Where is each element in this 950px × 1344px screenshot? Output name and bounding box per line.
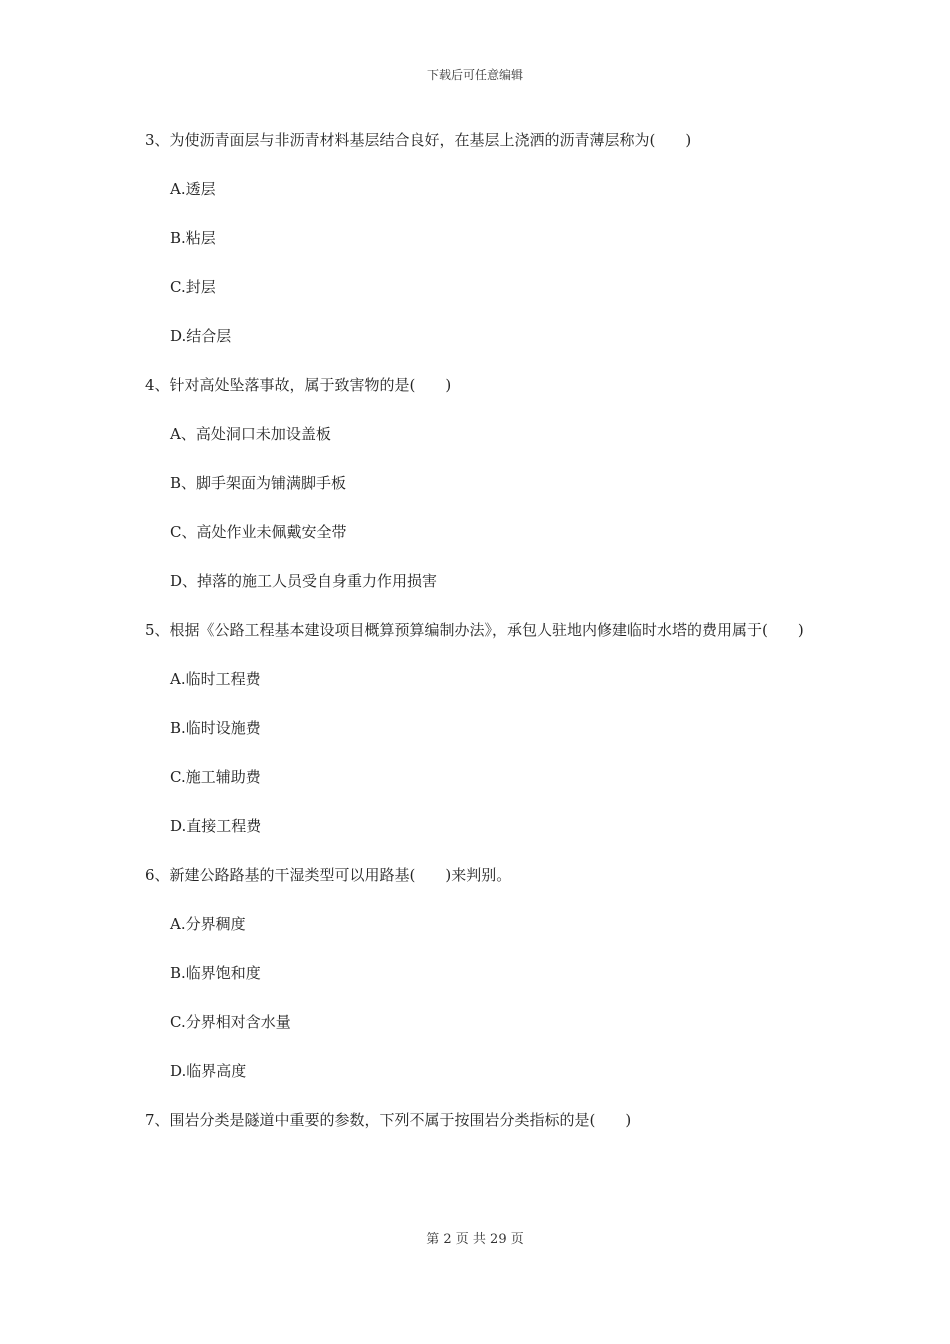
option-b: B.临界饱和度 <box>170 964 261 982</box>
option-d: D.临界高度 <box>170 1062 247 1080</box>
option-b: B、脚手架面为铺满脚手板 <box>170 474 347 492</box>
option-c: C.封层 <box>170 278 216 296</box>
document-body <box>145 122 825 1139</box>
option-b: B.临时设施费 <box>170 719 261 737</box>
question-5: 5、根据《公路工程基本建设项目概算预算编制办法》，承包人驻地内修建临时水塔的费用属于( ) <box>145 621 804 639</box>
question-6: 6、新建公路路基的干湿类型可以用路基( )来判别。 <box>145 866 512 884</box>
option-d: D、掉落的施工人员受自身重力作用损害 <box>170 572 438 590</box>
option-a: A.分界稠度 <box>170 915 246 933</box>
option-c: C、高处作业未佩戴安全带 <box>170 523 347 541</box>
option-a: A.临时工程费 <box>170 670 261 688</box>
option-a: A.透层 <box>170 180 216 198</box>
question-6-options <box>145 906 825 1090</box>
question-3-options <box>145 171 825 355</box>
option-c: C.施工辅助费 <box>170 768 261 786</box>
question-4-options <box>145 416 825 600</box>
question-5-options <box>145 661 825 845</box>
question-3: 3、为使沥青面层与非沥青材料基层结合良好，在基层上浇洒的沥青薄层称为( ) <box>145 131 692 149</box>
option-d: D.直接工程费 <box>170 817 262 835</box>
question-7: 7、围岩分类是隧道中重要的参数，下列不属于按围岩分类指标的是( ) <box>145 1111 632 1129</box>
option-b: B.粘层 <box>170 229 216 247</box>
option-d: D.结合层 <box>170 327 232 345</box>
page-footer: 第 2 页 共 29 页 <box>426 1232 524 1247</box>
page-header: 下载后可任意编辑 <box>426 68 523 82</box>
question-4: 4、针对高处坠落事故，属于致害物的是( ) <box>145 376 452 394</box>
option-c: C.分界相对含水量 <box>170 1013 291 1031</box>
option-a: A、高处洞口未加设盖板 <box>170 425 331 443</box>
